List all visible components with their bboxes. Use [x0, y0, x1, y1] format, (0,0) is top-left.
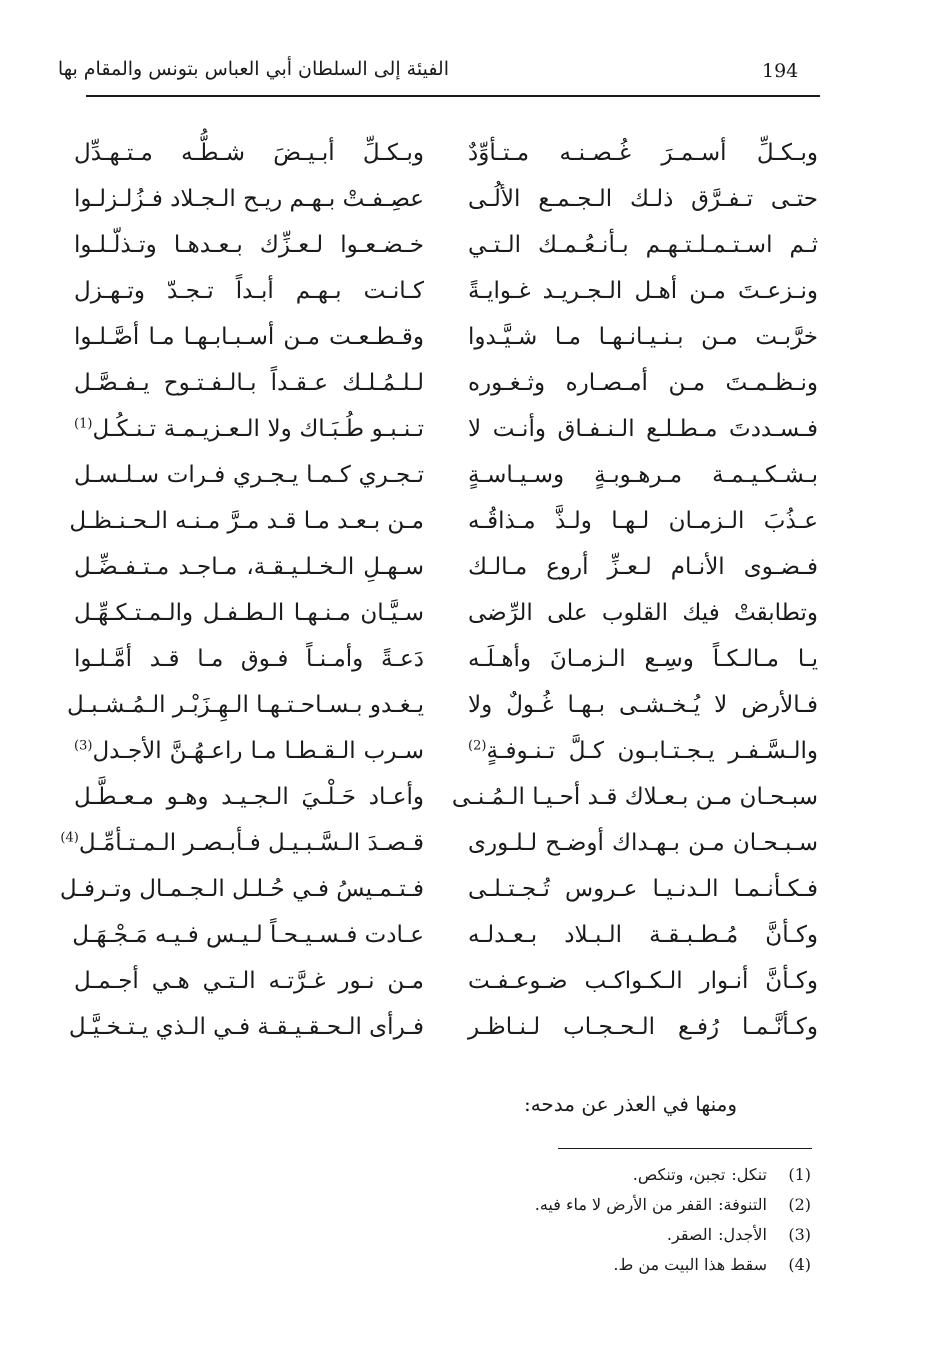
verse-text: لـلـمُـلـك عـقـداً بـالـفـتـوح يـفـصَّـل	[74, 370, 424, 396]
header-title: الفيئة إلى السلطان أبي العباس بتونس والمقام بها	[57, 58, 449, 80]
verse-text: ونـزعـتَ مـن أهـل الـجـريـد غـوايـةً	[468, 278, 818, 304]
verse-line	[74, 636, 424, 682]
footnote-term: التنوفة:	[718, 1195, 767, 1214]
verse-line	[68, 1004, 424, 1050]
footnote-number: (3)	[788, 1225, 811, 1244]
verse-line	[74, 452, 424, 498]
verse-line	[59, 866, 424, 912]
verse-line	[74, 958, 424, 1004]
verse-text: مـن نـور غـرَّتـه الـتـي هـي أجـمـل	[74, 968, 424, 994]
header-divider	[86, 95, 820, 97]
verse-line	[74, 728, 424, 774]
footnote	[535, 1190, 811, 1220]
verse-text: كـانـت بـهـم أبـداً تـجـدّ وتـهـزل	[74, 278, 424, 304]
verse-line	[468, 452, 818, 498]
verse-text: تـنـبـو طُـبَـاك ولا الـعـزيـمـة تـنـكُـل	[92, 416, 424, 442]
footnote-marker: (4)	[60, 830, 79, 846]
footnote-text: القفر من الأرض لا ماء فيه.	[534, 1195, 713, 1214]
verse-text: عصِـفـتْ بـهـم ريـح الـجـلاد فـزُلـزلـوا	[73, 186, 424, 212]
verse-text: عـذُبَ الـزمـان لـهـا ولـذَّ مـذاقُـه	[468, 508, 818, 534]
footnote-text: تجبن، وتنكص.	[632, 1165, 726, 1184]
verse-line	[468, 544, 818, 590]
verse-line	[74, 544, 424, 590]
verse-line	[74, 912, 424, 958]
page-number: 194	[762, 60, 799, 82]
verse-line	[60, 820, 424, 866]
verse-line	[74, 268, 424, 314]
verse-text: عـادت فـسـيـحـاً لـيـس فـيـه مَـجْـهَـل	[72, 922, 424, 948]
verse-text: تـجـري كـمـا يـجـري فـرات سـلـسـل	[74, 462, 424, 488]
footnote-term: تنكل:	[731, 1165, 767, 1184]
verse-text: وكـأنَّـمـا رُفـع الـحـجـاب لـنـاظـر	[468, 1014, 818, 1040]
verse-line	[468, 912, 818, 958]
footnote-marker: (1)	[74, 416, 93, 432]
verse-line	[468, 728, 818, 774]
verse-line	[74, 176, 424, 222]
verse-text: يـا مـالـكـاً وسِـع الـزمـانَ وأهـلَـه	[468, 646, 818, 672]
verse-line	[451, 774, 818, 820]
verse-line	[74, 774, 424, 820]
verse-text: سـبـحـان مـن بـهـداك أوضـح لـلـورى	[468, 830, 818, 856]
verse-line	[468, 222, 818, 268]
verse-line	[468, 360, 818, 406]
verse-text: سبـحـان مـن بـعـلاك قـد أحـيـا الـمُـنـى	[451, 784, 818, 810]
verse-line	[468, 958, 818, 1004]
verse-text: وبـكـلِّ أسـمـرَ غُـصـنـه مـتـأوِّدٌ	[468, 140, 818, 166]
verse-line	[468, 268, 818, 314]
poem-left-column	[59, 130, 424, 1050]
footnote-text: سقط هذا البيت من ط.	[613, 1255, 767, 1274]
verse-text: ونـظـمـتَ مـن أمـصـاره وثـغـوره	[468, 370, 818, 396]
footnote	[535, 1250, 811, 1280]
verse-text: مـن بـعـد مـا قـد مـرَّ مـنـه الـحـنـظـل	[69, 508, 424, 534]
footnote-marker: (2)	[468, 738, 487, 754]
verse-text: سـهـلِ الـخـلـيـقـة، مـاجـد مـتـفـضِّـل	[74, 554, 424, 580]
verse-line	[468, 406, 818, 452]
verse-text: وكـأنَّ أنـوار الـكـواكـب ضـوعـفـت	[468, 968, 818, 994]
verse-text: بـشـكـيـمـة مـرهـوبـةٍ وسـيـاسـةٍ	[468, 462, 818, 488]
verse-text: فـتـمـيسُ فـي حُـلـل الـجـمـال وتـرفـل	[59, 876, 424, 902]
verse-line	[74, 360, 424, 406]
verse-text: دَعـةً وأمـنـاً فـوق مـا قـد أمَّـلـوا	[74, 646, 424, 672]
verse-text: قـصـدَ الـسَّـبـيـل فـأبـصـر الـمـتـأمِّـل	[78, 830, 424, 856]
footnote-divider	[558, 1148, 812, 1149]
footnote	[535, 1220, 811, 1250]
footnote-number: (2)	[788, 1195, 811, 1214]
verse-line	[74, 314, 424, 360]
footnote	[535, 1160, 811, 1190]
verse-line	[74, 222, 424, 268]
verse-text: خـضـعـوا لـعـزِّك بـعـدهـا وتـذلّـلـوا	[74, 232, 424, 258]
footnote-number: (4)	[788, 1255, 811, 1274]
verse-text: فـالأرض لا يُـخـشـى بـهـا غُـولٌ ولا	[468, 692, 818, 718]
verse-line	[468, 590, 818, 636]
footnote-text: الصقر.	[666, 1225, 713, 1244]
footnote-term: الأجدل:	[718, 1225, 767, 1244]
footnote-marker: (3)	[74, 738, 93, 754]
verse-line	[468, 636, 818, 682]
verse-text: وتطابقتْ فيك القلوب على الرِّضى	[468, 600, 818, 626]
verse-line	[468, 866, 818, 912]
verse-line	[468, 176, 818, 222]
verse-text: فـضـوى الأنـام لـعـزِّ أروع مـالـك	[468, 554, 818, 580]
verse-line	[74, 130, 424, 176]
verse-line	[468, 1004, 818, 1050]
verse-line	[69, 498, 424, 544]
verse-text: سـيَّـان مـنـهـا الـطـفـل والـمـتـكـهِّـل	[74, 600, 424, 626]
verse-line	[468, 820, 818, 866]
verse-text: خرَّبـت مـن بـنـيـانـهـا مـا شـيَّـدوا	[468, 324, 818, 350]
verse-line	[468, 314, 818, 360]
verse-text: سـرب الـقـطـا مـا راعـهُـنَّ الأجـدل	[92, 738, 424, 764]
verse-line	[67, 682, 424, 728]
verse-text: حتـى تـفـرَّق ذلـك الـجـمـع الألُـى	[468, 186, 818, 212]
verse-text: فـرأى الـحـقـيـقـة فـي الـذي يـتـخـيَّـل	[68, 1014, 424, 1040]
verse-line	[74, 406, 424, 452]
verse-line	[468, 682, 818, 728]
verse-text: والـسَّـفـر يـجـتـابـون كـلَّ تـنـوفـةٍ	[486, 738, 818, 764]
section-intro: ومنها في العذر عن مدحه:	[523, 1092, 737, 1116]
verse-text: وأعـاد حَـلْـيَ الـجـيـد وهـو مـعـطَّـل	[74, 784, 424, 810]
footnotes	[535, 1160, 811, 1280]
footnote-number: (1)	[788, 1165, 811, 1184]
verse-text: فـسـددتَ مـطـلـع الـنـفـاق وأنـت لا	[468, 416, 818, 442]
verse-text: يـغـدو بـسـاحـتـهـا الـهِـزَبْـر الـمُـشـبـل	[67, 692, 424, 718]
verse-text: فـكـأنـمـا الـدنـيـا عـروس تُـجـتـلـى	[468, 876, 818, 902]
verse-text: وكـأنَّ مُـطـبـقـة الـبـلاد بـعـدلـه	[468, 922, 818, 948]
verse-line	[468, 130, 818, 176]
verse-text: وبـكـلِّ أبـيـضَ شـطُّـه مـتـهـدِّل	[74, 140, 424, 166]
poem-right-column	[451, 130, 818, 1050]
verse-line	[468, 498, 818, 544]
verse-text: وقـطـعـت مـن أسـبـابـهـا مـا أصَّـلـوا	[74, 324, 424, 350]
verse-text: ثـم اسـتـمـلـتـهـم بـأنـعُـمـك الـتـي	[468, 232, 818, 258]
verse-line	[74, 590, 424, 636]
